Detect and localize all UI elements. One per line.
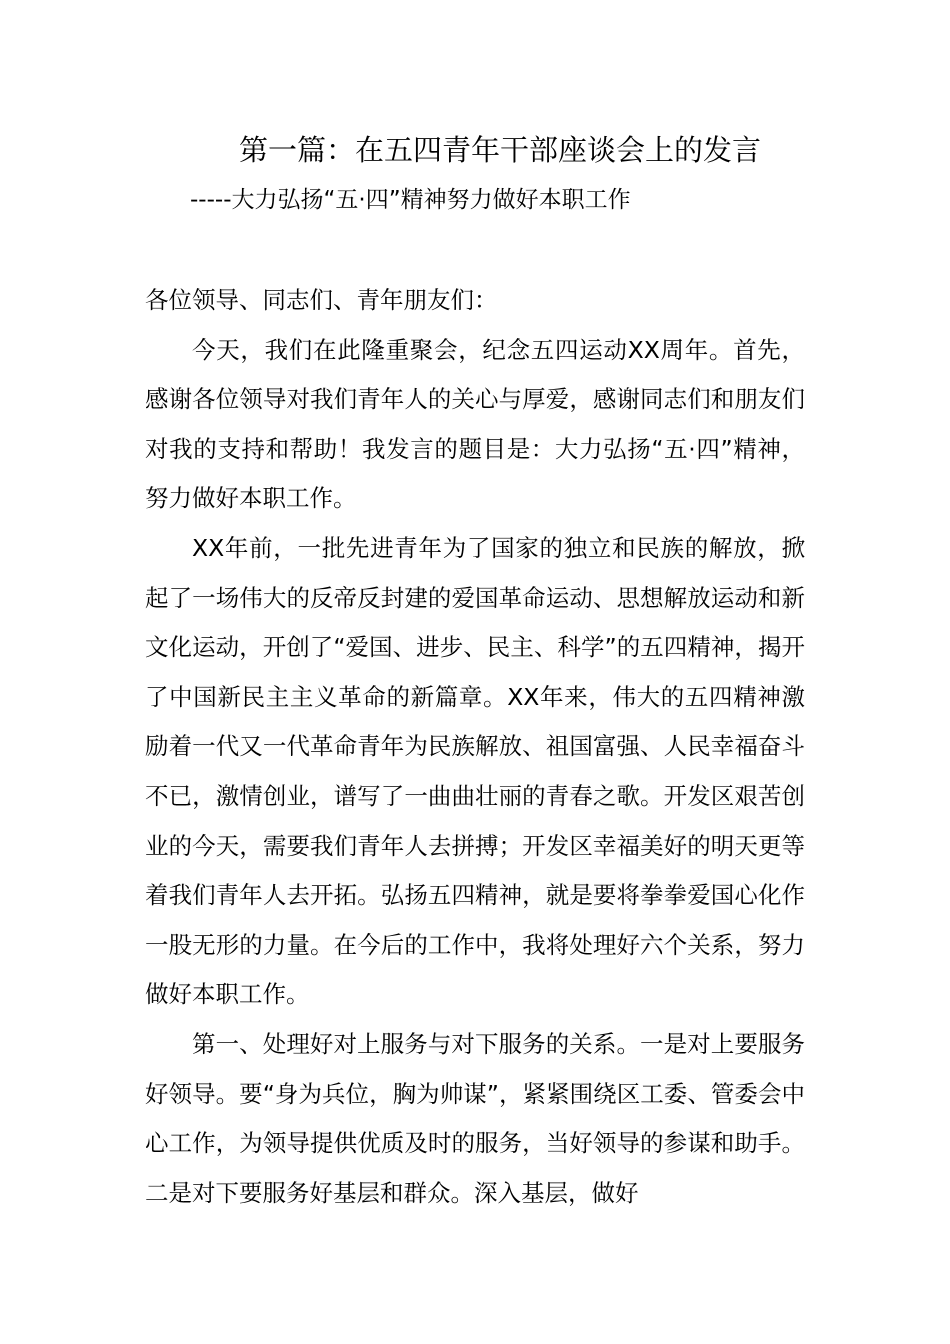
body-paragraph: XX年前，一批先进青年为了国家的独立和民族的解放，掀起了一场伟大的反帝反封建的爱国革命运动、思想解放运动和新文化运动，开创了“爱国、进步、民主、科学”的五四精神，揭开了中国新民主主义革命的新篇章。XX年来，伟大的五四精神激励着一代又一代革命青年为民族解放、祖国富强、人民幸福奋斗不已，激情创业，谱写了一曲曲壮丽的青春之歌。开发区艰苦创业的今天，需要我们青年人去拼搏；开发区幸福美好的明天更等着我们青年人去开拓。弘扬五四精神，就是要将拳拳爱国心化作一股无形的力量。在今后的工作中，我将处理好六个关系，努力做好本职工作。 <box>145 533 805 1009</box>
body-paragraph: 今天，我们在此隆重聚会，纪念五四运动XX周年。首先，感谢各位领导对我们青年人的关心与厚爱，感谢同志们和朋友们对我的支持和帮助！我发言的题目是：大力弘扬“五·四”精神，努力做好本职工作。 <box>145 335 805 513</box>
document-subtitle: -----大力弘扬“五·四”精神努力做好本职工作 <box>190 187 631 213</box>
body-paragraph: 第一、处理好对上服务与对下服务的关系。一是对上要服务好领导。要“身为兵位，胸为帅谋”，紧紧围绕区工委、管委会中心工作，为领导提供优质及时的服务，当好领导的参谋和助手。二是对下要服务好基层和群众。深入基层，做好 <box>145 1029 805 1207</box>
document-body <box>145 276 805 1218</box>
document-title: 第一篇：在五四青年干部座谈会上的发言 <box>238 133 761 167</box>
salutation: 各位领导、同志们、青年朋友们： <box>145 286 498 314</box>
